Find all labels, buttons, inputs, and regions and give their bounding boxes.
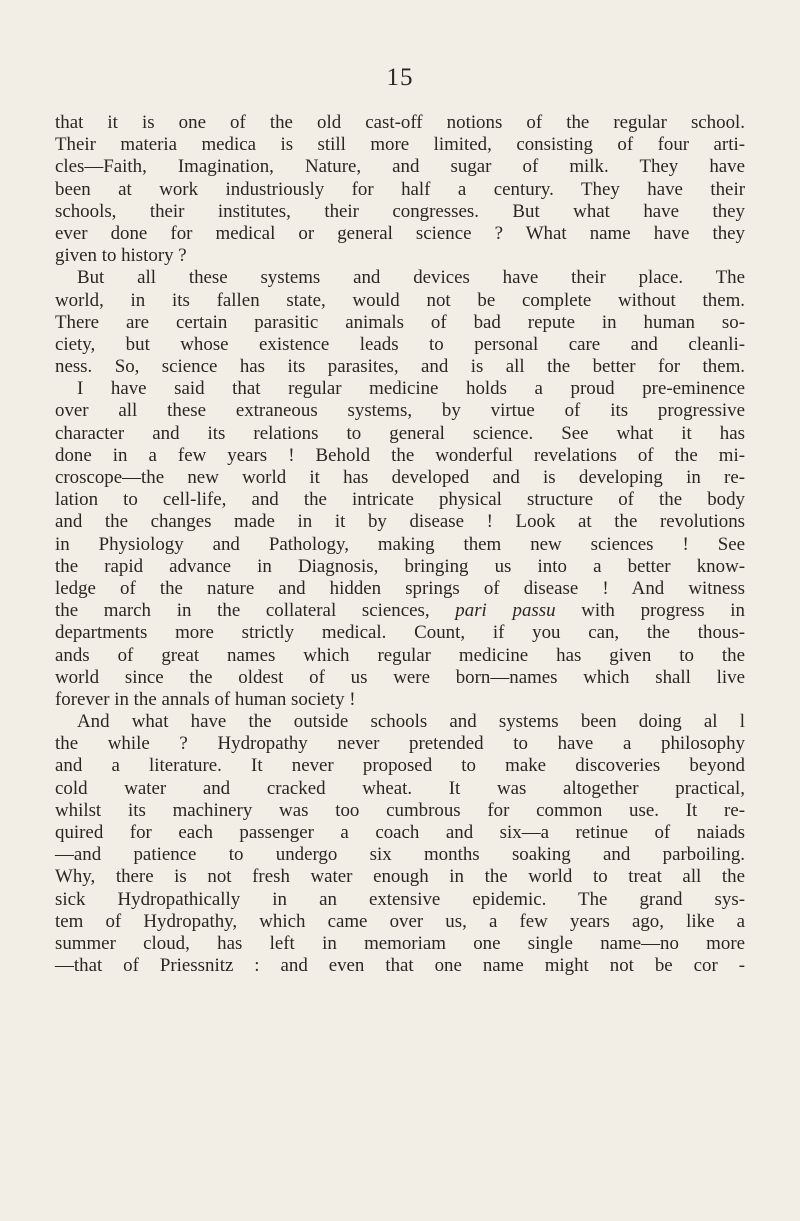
text-line: the march in the collateral sciences, pari passu with progress in	[55, 600, 745, 622]
text-line: in Physiology and Pathology, making them new sciences ! See	[55, 533, 745, 555]
text-line: summer cloud, has left in memoriam one single name—no more	[55, 932, 745, 954]
text-line: forever in the annals of human society !	[55, 688, 356, 710]
text-line: departments more strictly medical. Count, if you can, the thous-	[55, 622, 745, 644]
text-line: cold water and cracked wheat. It was altogether practical,	[55, 777, 745, 799]
text-line: and the changes made in it by disease ! Look at the revolutions	[55, 511, 745, 533]
text-line: —and patience to undergo six months soaking and parboiling.	[55, 844, 745, 866]
text-line: quired for each passenger a coach and six—a retinue of naiads	[55, 822, 745, 843]
italic-phrase: pari passu	[455, 600, 556, 622]
text-line: Their materia medica is still more limited, consisting of four arti-	[55, 134, 745, 156]
text-line: Why, there is not fresh water enough in the world to treat all the	[55, 866, 745, 888]
text-line: ness. So, science has its parasites, and is all the better for them.	[55, 356, 745, 378]
page-number: 15	[386, 64, 414, 91]
text-line: ever done for medical or general science ? What name have they	[55, 222, 745, 244]
text-line: lation to cell-life, and the intricate physical structure of the body	[55, 489, 745, 511]
text-line: But all these systems and devices have their place. The	[77, 267, 745, 289]
text-line: over all these extraneous systems, by virtue of its progressive	[55, 400, 745, 422]
text-line: tem of Hydropathy, which came over us, a few years ago, like a	[55, 910, 745, 932]
text-line: There are certain parasitic animals of bad repute in human so-	[55, 311, 745, 333]
text-line: the rapid advance in Diagnosis, bringing us into a better know-	[55, 555, 745, 577]
text-line: ciety, but whose existence leads to personal care and cleanli-	[55, 333, 745, 355]
text-line: done in a few years ! Behold the wonderful revelations of the mi-	[55, 444, 745, 466]
text-line: sick Hydropathically in an extensive epidemic. The grand sys-	[55, 888, 745, 910]
body-text	[55, 112, 745, 977]
text-line: schools, their institutes, their congresses. But what have they	[55, 200, 745, 222]
text-line: been at work industriously for half a century. They have their	[55, 178, 745, 200]
text-line: I have said that regular medicine holds a proud pre-eminence	[77, 378, 745, 400]
text-line: cles—Faith, Imagination, Nature, and sugar of milk. They have	[55, 156, 745, 178]
text-line: ands of great names which regular medicine has given to the	[55, 644, 745, 666]
text-line: ledge of the nature and hidden springs of disease ! And witness	[55, 577, 745, 599]
text-line: and a literature. It never proposed to make discoveries beyond	[55, 755, 745, 777]
text-line: world since the oldest of us were born—names which shall live	[55, 666, 745, 688]
text-line: given to history ?	[55, 245, 187, 267]
text-line: —that of Priessnitz : and even that one name might not be cor -	[55, 955, 745, 977]
text-line: whilst its machinery was too cumbrous for common use. It re-	[55, 799, 745, 821]
text-line: world, in its fallen state, would not be complete without them.	[55, 289, 745, 311]
text-line: the while ? Hydropathy never pretended to have a philosophy	[55, 733, 745, 755]
text-line: And what have the outside schools and systems been doing al l	[77, 711, 745, 733]
text-line: that it is one of the old cast-off notions of the regular school.	[55, 112, 745, 133]
text-line: croscope—the new world it has developed and is developing in re-	[55, 467, 745, 488]
text-line: character and its relations to general science. See what it has	[55, 422, 745, 444]
